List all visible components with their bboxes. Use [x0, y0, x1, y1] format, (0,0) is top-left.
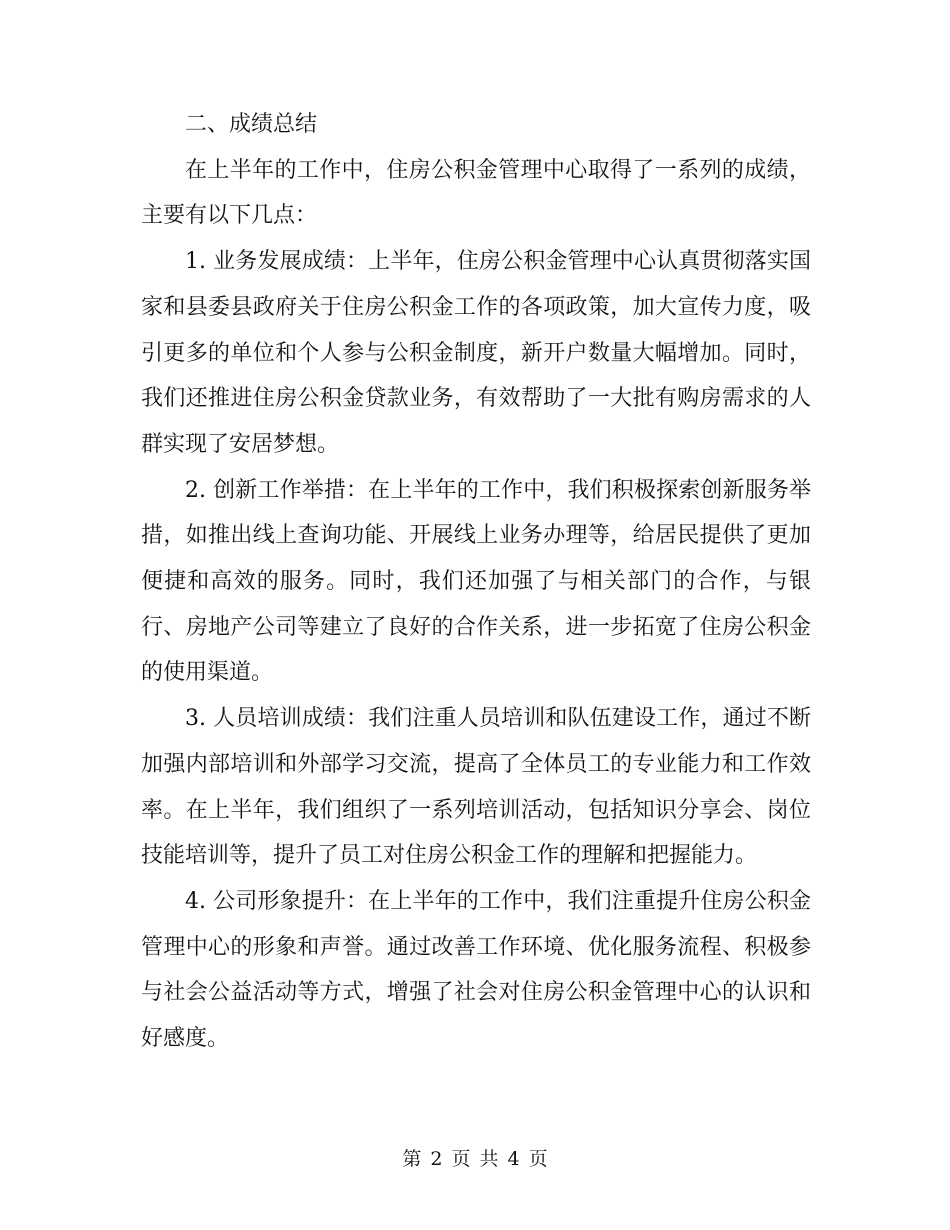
intro-paragraph: 在上半年的工作中，住房公积金管理中心取得了一系列的成绩，主要有以下几点：	[141, 157, 811, 229]
section-heading: 二、成绩总结	[185, 112, 318, 137]
document-body	[141, 102, 811, 1062]
page-number-footer: 第 2 页 共 4 页	[402, 1148, 548, 1170]
paragraph-business-development: 1. 业务发展成绩：上半年，住房公积金管理中心认真贯彻落实国家和县委县政府关于住房公积金工作的各项政策，加大宣传力度，吸引更多的单位和个人参与公积金制度，新开户数量大幅增加。同时，我们还推进住房公积金贷款业务，有效帮助了一大批有购房需求的人群实现了安居梦想。	[141, 249, 811, 457]
paragraph-innovation-measures: 2. 创新工作举措：在上半年的工作中，我们积极探索创新服务举措，如推出线上查询功能、开展线上业务办理等，给居民提供了更加便捷和高效的服务。同时，我们还加强了与相关部门的合作，与银行、房地产公司等建立了良好的合作关系，进一步拓宽了住房公积金的使用渠道。	[141, 477, 811, 686]
paragraph-staff-training: 3. 人员培训成绩：我们注重人员培训和队伍建设工作，通过不断加强内部培训和外部学习交流，提高了全体员工的专业能力和工作效率。在上半年，我们组织了一系列培训活动，包括知识分享会、岗位技能培训等，提升了员工对住房公积金工作的理解和把握能力。	[141, 706, 811, 869]
paragraph-image-improvement: 4. 公司形象提升：在上半年的工作中，我们注重提升住房公积金管理中心的形象和声誉。通过改善工作环境、优化服务流程、积极参与社会公益活动等方式，增强了社会对住房公积金管理中心的认识和好感度。	[141, 888, 811, 1052]
